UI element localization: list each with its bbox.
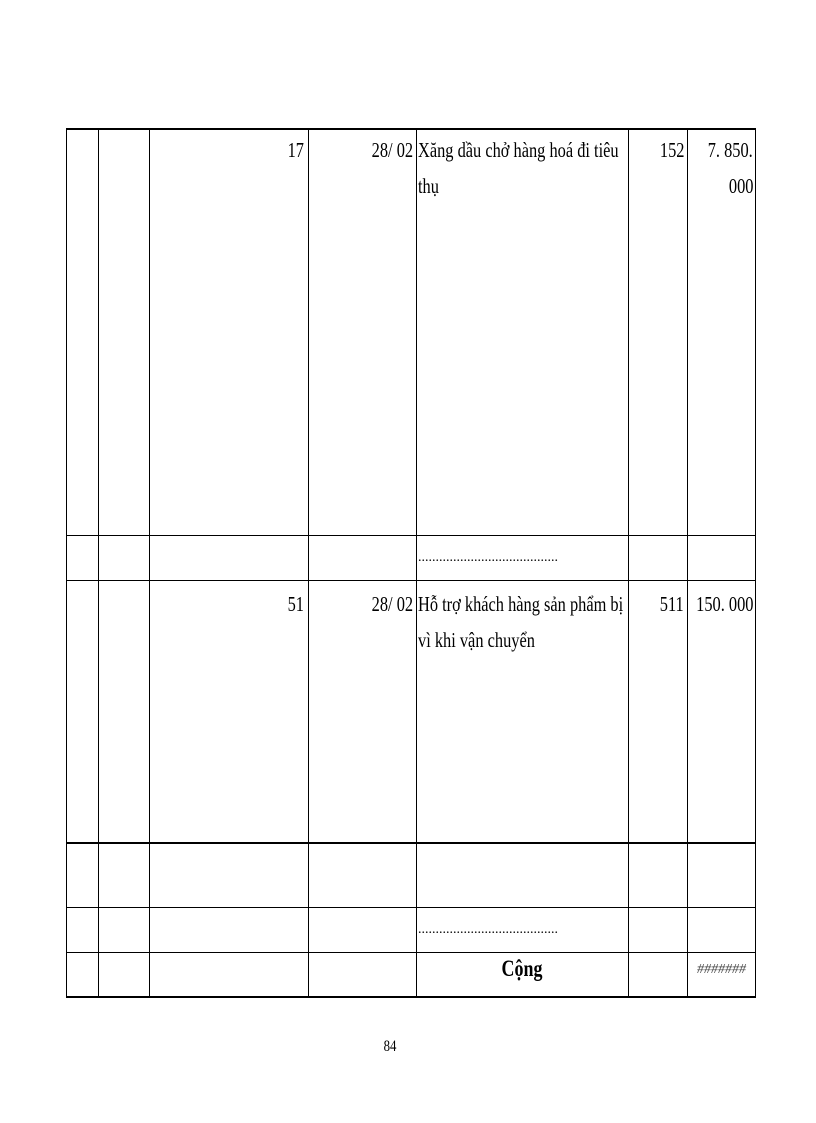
column-border xyxy=(66,128,67,998)
entry-description-cont: vì khi vận chuyển xyxy=(418,628,535,652)
entry-date: 28/ 02 xyxy=(371,138,413,162)
column-border xyxy=(755,128,756,998)
column-border xyxy=(687,128,688,998)
table-bottom-border xyxy=(66,996,756,998)
amount: 150. 000 xyxy=(695,592,753,616)
column-border xyxy=(628,128,629,998)
column-border xyxy=(308,128,309,998)
total-label: Cộng xyxy=(501,956,543,981)
entry-date: 28/ 02 xyxy=(371,592,413,616)
amount-cont: 000 xyxy=(728,174,753,198)
account-code: 511 xyxy=(660,592,684,616)
row-divider xyxy=(66,535,756,536)
amount: 7. 850. xyxy=(707,138,753,162)
row-divider-thick xyxy=(66,842,756,844)
account-code: 152 xyxy=(659,138,684,162)
continuation-dots: ........................................ xyxy=(418,550,558,565)
column-border xyxy=(416,128,417,998)
doc-number: 17 xyxy=(287,138,304,162)
entry-description: Hỗ trợ khách hàng sản phẩm bị xyxy=(418,592,624,616)
column-border xyxy=(149,128,150,998)
column-border xyxy=(98,128,99,998)
row-divider xyxy=(66,580,756,581)
page-number: 84 xyxy=(383,1038,397,1055)
entry-description: Xăng dầu chở hàng hoá đi tiêu xyxy=(418,138,619,162)
entry-description-cont: thụ xyxy=(418,174,439,198)
table-top-border xyxy=(66,128,756,130)
continuation-dots: ........................................ xyxy=(418,922,558,937)
total-amount: ####### xyxy=(697,962,746,977)
row-divider xyxy=(66,907,756,908)
doc-number: 51 xyxy=(287,592,304,616)
row-divider xyxy=(66,952,756,953)
